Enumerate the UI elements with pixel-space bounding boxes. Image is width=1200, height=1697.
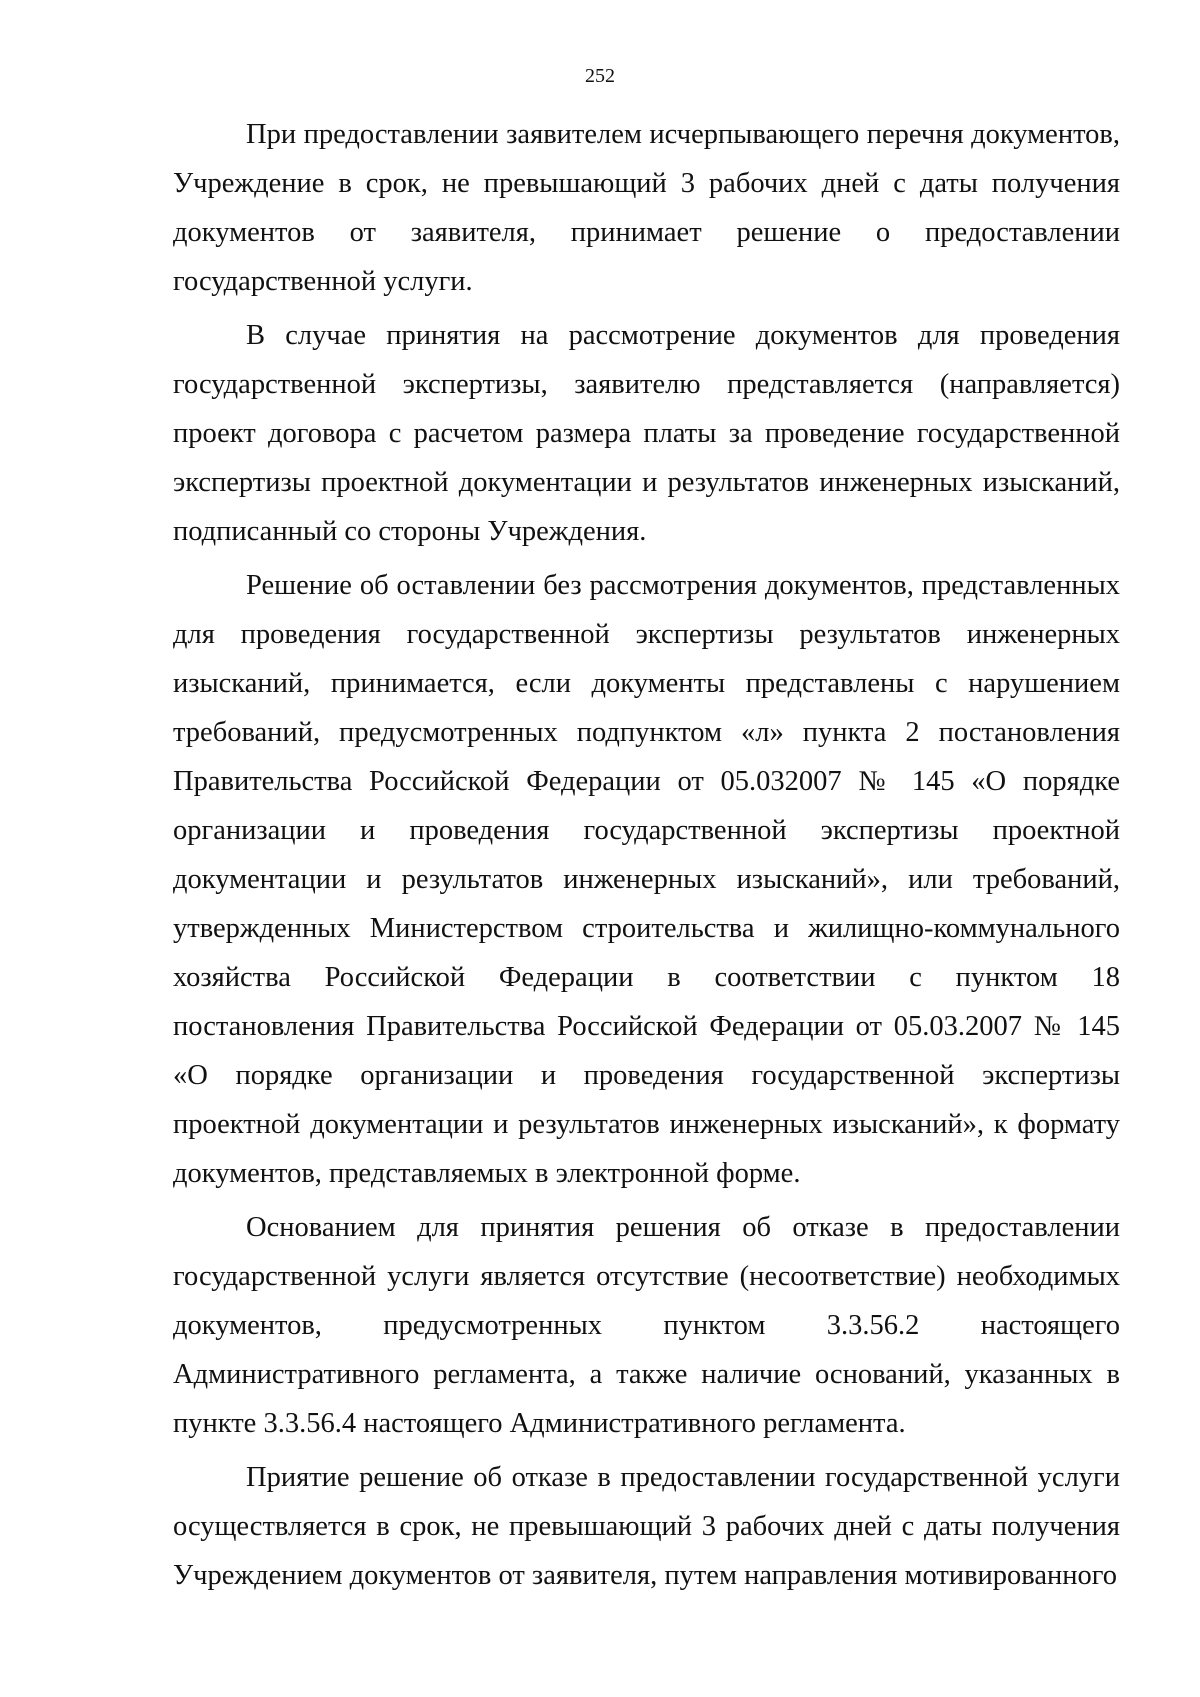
paragraph-2: В случае принятия на рассмотрение документов для проведения государственной экспертизы, заявителю представляется (направляется) проект договора с расчетом размера платы за проведение государственной экспертизы проектной документации и результатов инженерных изысканий, подписанный со стороны Учреждения. — [173, 320, 1120, 547]
page-number: 252 — [585, 65, 615, 87]
paragraph-4: Основанием для принятия решения об отказе в предоставлении государственной услуги является отсутствие (несоответствие) необходимых документов, предусмотренных пунктом 3.3.56.2 настоящего Административного регламента, а также наличие оснований, указанных в пункте 3.3.56.4 настоящего Административного регламента. — [173, 1212, 1120, 1439]
document-body — [173, 110, 1120, 1605]
paragraph-5: Приятие решение об отказе в предоставлении государственной услуги осуществляется в срок, не превышающий 3 рабочих дней с даты получения Учреждением документов от заявителя, путем направления мотивированного — [173, 1462, 1120, 1591]
paragraph-3: Решение об оставлении без рассмотрения документов, представленных для проведения государственной экспертизы результатов инженерных изысканий, принимается, если документы представлены с нарушением требований, предусмотренных подпунктом «л» пункта 2 постановления Правительства Российской Федерации от 05.032007 № 145 «О порядке организации и проведения государственной экспертизы проектной документации и результатов инженерных изысканий», или требований, утвержденных Министерством строительства и жилищно-коммунального хозяйства Российской Федерации в соответствии с пунктом 18 постановления Правительства Российской Федерации от 05.03.2007 № 145 «О порядке организации и проведения государственной экспертизы проектной документации и результатов инженерных изысканий», к формату документов, представляемых в электронной форме. — [173, 570, 1120, 1189]
paragraph-1: При предоставлении заявителем исчерпывающего перечня документов, Учреждение в срок, не превышающий 3 рабочих дней с даты получения документов от заявителя, принимает решение о предоставлении государственной услуги. — [173, 119, 1120, 297]
